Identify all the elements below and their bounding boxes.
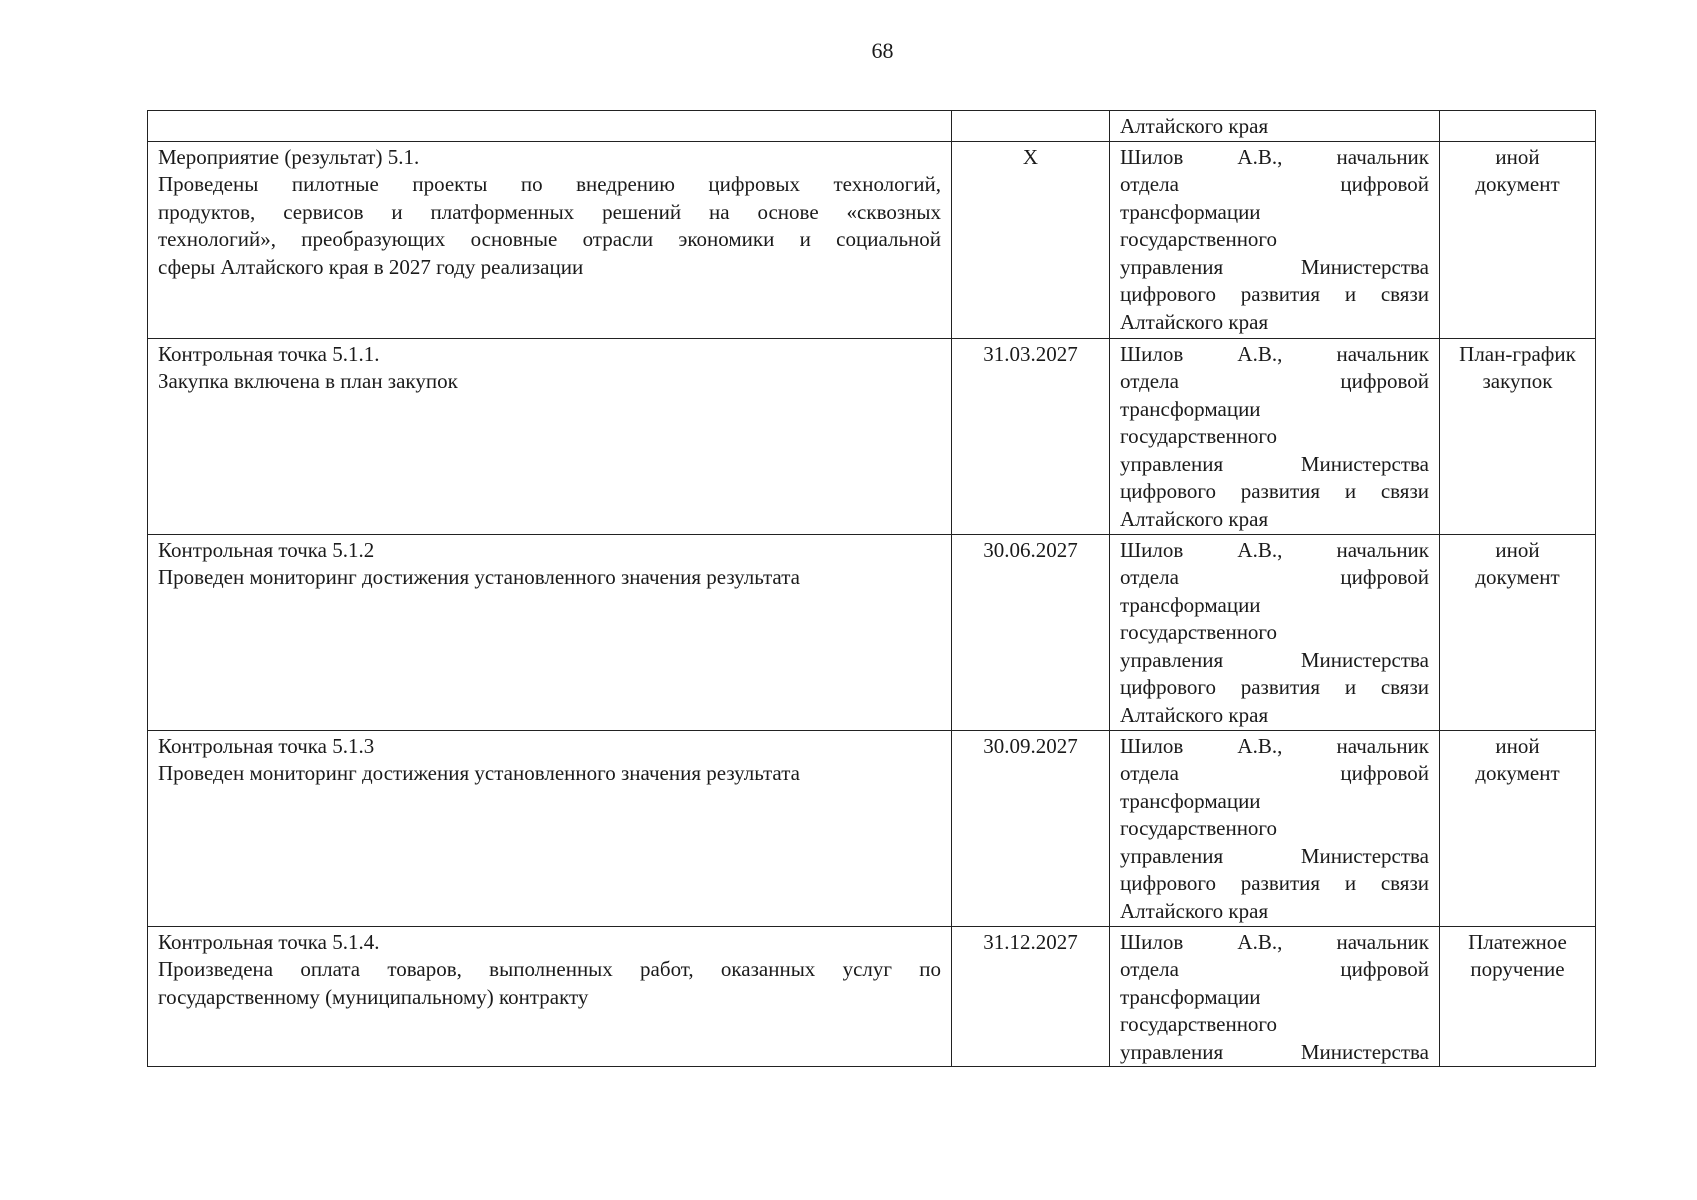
responsible-line: трансформации xyxy=(1120,199,1261,224)
document-line: закупок xyxy=(1482,369,1553,393)
event-title: Контрольная точка 5.1.2 xyxy=(158,537,375,562)
table-row-control-point-5-1-4 xyxy=(148,926,1596,1067)
table-row-control-point-5-1-1 xyxy=(148,338,1596,534)
responsible-line: Алтайского края xyxy=(1120,506,1269,531)
responsible-text xyxy=(1120,733,1429,926)
document-cell xyxy=(1440,534,1596,730)
responsible-line: цифрового развития и связи xyxy=(1120,675,1429,699)
responsible-line: отдела цифровой xyxy=(1120,172,1429,196)
responsible-line: Шилов А.В., начальник xyxy=(1120,537,1429,562)
document-line: поручение xyxy=(1470,957,1565,981)
table-row-continuation xyxy=(148,111,1596,142)
event-cell xyxy=(148,730,952,926)
responsible-line: отдела цифровой xyxy=(1120,369,1429,393)
responsible-cell xyxy=(1110,926,1440,1067)
document-cell xyxy=(1440,730,1596,926)
responsible-line: управления Министерства xyxy=(1120,451,1429,476)
responsible-line: государственного xyxy=(1120,227,1278,251)
event-cell xyxy=(148,338,952,534)
event-description-line: сферы Алтайского края в 2027 году реализации xyxy=(158,254,584,279)
event-title: Контрольная точка 5.1.1. xyxy=(158,341,380,366)
responsible-line: управления Министерства xyxy=(1120,1039,1429,1064)
responsible-cell xyxy=(1110,111,1440,142)
date-value: Х xyxy=(1022,144,1039,169)
responsible-line: цифрового развития и связи xyxy=(1120,479,1429,503)
responsible-line: государственного xyxy=(1120,620,1278,644)
responsible-line: Алтайского края xyxy=(1120,309,1269,334)
responsible-line: государственного xyxy=(1120,816,1278,840)
document-cell xyxy=(1440,338,1596,534)
responsible-line: Алтайского края xyxy=(1120,702,1269,727)
document-cell xyxy=(1440,141,1596,338)
event-title: Мероприятие (результат) 5.1. xyxy=(158,144,420,169)
document-line: иной xyxy=(1495,144,1540,169)
event-description-line: Проведен мониторинг достижения установленного значения результата xyxy=(158,761,800,785)
document-cell xyxy=(1440,926,1596,1067)
responsible-line: отдела цифровой xyxy=(1120,565,1429,589)
responsible-line: трансформации xyxy=(1120,396,1261,421)
event-cell xyxy=(148,926,952,1067)
date-cell xyxy=(952,926,1110,1067)
event-description-line: Проведен мониторинг достижения установленного значения результата xyxy=(158,565,800,589)
responsible-line: трансформации xyxy=(1120,788,1261,813)
responsible-line: управления Министерства xyxy=(1120,647,1429,672)
table-row-event-5-1 xyxy=(148,141,1596,338)
event-description-line: Проведены пилотные проекты по внедрению цифровых технологий, xyxy=(158,172,941,196)
date-value: 30.06.2027 xyxy=(983,537,1078,562)
date-cell xyxy=(952,141,1110,338)
date-cell xyxy=(952,338,1110,534)
table-row-control-point-5-1-2 xyxy=(148,534,1596,730)
responsible-cell xyxy=(1110,534,1440,730)
event-description-line: продуктов, сервисов и платформенных решений на основе «сквозных xyxy=(158,199,941,224)
document-line: иной xyxy=(1495,733,1540,758)
responsible-line: государственного xyxy=(1120,1012,1278,1036)
document-line: документ xyxy=(1475,172,1560,196)
responsible-cell xyxy=(1110,730,1440,926)
responsible-cell xyxy=(1110,338,1440,534)
date-cell xyxy=(952,111,1110,142)
responsible-line: отдела цифровой xyxy=(1120,761,1429,785)
responsible-text xyxy=(1120,929,1429,1067)
event-description-line: Произведена оплата товаров, выполненных работ, оказанных услуг по xyxy=(158,957,941,981)
event-cell xyxy=(148,111,952,142)
responsible-line: трансформации xyxy=(1120,984,1261,1009)
responsible-line: управления Министерства xyxy=(1120,843,1429,868)
document-line: План-график xyxy=(1459,341,1576,366)
responsible-line: Шилов А.В., начальник xyxy=(1120,341,1429,366)
responsible-line: государственного xyxy=(1120,424,1278,448)
date-value: 31.03.2027 xyxy=(983,341,1078,366)
responsible-text xyxy=(1120,144,1429,337)
event-title: Контрольная точка 5.1.4. xyxy=(158,929,380,954)
page-number: 68 xyxy=(871,38,894,63)
date-value: 31.12.2027 xyxy=(983,929,1078,954)
responsible-line: Шилов А.В., начальник xyxy=(1120,144,1429,169)
responsible-cell xyxy=(1110,141,1440,338)
document-line: иной xyxy=(1495,537,1540,562)
responsible-line: Алтайского края xyxy=(1120,114,1269,138)
table-row-control-point-5-1-3 xyxy=(148,730,1596,926)
responsible-line: Алтайского края xyxy=(1120,898,1269,923)
date-cell xyxy=(952,730,1110,926)
document-cell xyxy=(1440,111,1596,142)
event-cell xyxy=(148,534,952,730)
responsible-line: цифрового развития и связи xyxy=(1120,871,1429,895)
responsible-line: трансформации xyxy=(1120,592,1261,617)
responsible-line: Шилов А.В., начальник xyxy=(1120,929,1429,954)
date-cell xyxy=(952,534,1110,730)
document-line: документ xyxy=(1475,761,1560,785)
event-description-line: Закупка включена в план закупок xyxy=(158,369,458,393)
date-value: 30.09.2027 xyxy=(983,733,1078,758)
responsible-line: Шилов А.В., начальник xyxy=(1120,733,1429,758)
responsible-line: отдела цифровой xyxy=(1120,957,1429,981)
responsible-line: цифрового развития и связи xyxy=(1120,282,1429,306)
responsible-line: управления Министерства xyxy=(1120,254,1429,279)
event-cell xyxy=(148,141,952,338)
responsible-text xyxy=(1120,537,1429,730)
responsible-text xyxy=(1120,341,1429,534)
event-title: Контрольная точка 5.1.3 xyxy=(158,733,375,758)
event-description-line: технологий», преобразующих основные отрасли экономики и социальной xyxy=(158,227,941,251)
document-line: документ xyxy=(1475,565,1560,589)
control-points-table xyxy=(147,110,1596,1067)
document-line: Платежное xyxy=(1468,929,1567,954)
event-description-line: государственному (муниципальному) контракту xyxy=(158,984,589,1009)
